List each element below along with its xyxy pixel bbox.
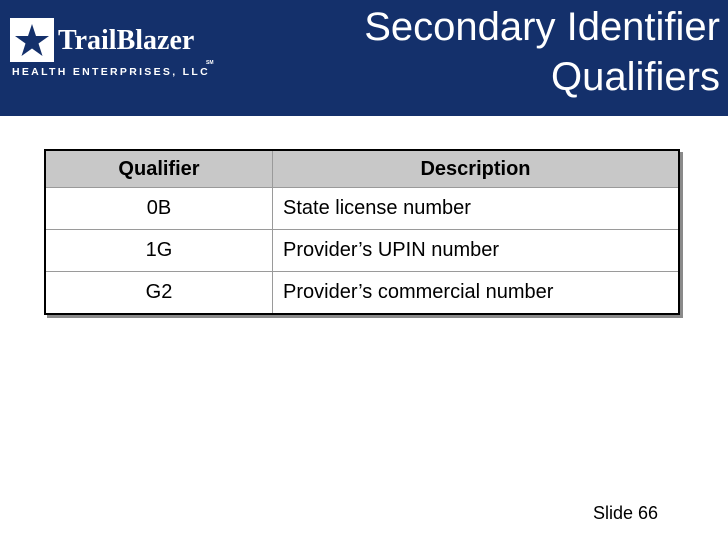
column-header-qualifier: Qualifier: [45, 150, 273, 188]
slide-title: [280, 2, 720, 102]
table-row: [45, 230, 679, 272]
logo-name: TrailBlazer: [58, 25, 195, 56]
header-banner: [0, 0, 728, 116]
table-header-row: [45, 150, 679, 188]
slide-title-line-1: Secondary Identifier: [364, 5, 720, 49]
slide-number: Slide 66: [593, 503, 659, 523]
logo-tagline: HEALTH ENTERPRISES, LLC: [12, 66, 210, 78]
table-row: [45, 188, 679, 230]
slide-title-line-2: Qualifiers: [551, 55, 720, 99]
description-cell: Provider’s commercial number: [273, 272, 680, 315]
qualifier-table: [44, 149, 680, 315]
star-logo-icon: [10, 18, 54, 62]
description-cell: Provider’s UPIN number: [273, 230, 680, 272]
logo-service-mark: SM: [206, 60, 214, 66]
qualifier-cell: G2: [45, 272, 273, 315]
trailblazer-logo: [10, 18, 230, 78]
column-header-description: Description: [273, 150, 680, 188]
qualifier-cell: 0B: [45, 188, 273, 230]
description-cell: State license number: [273, 188, 680, 230]
table-row: [45, 272, 679, 315]
qualifier-cell: 1G: [45, 230, 273, 272]
